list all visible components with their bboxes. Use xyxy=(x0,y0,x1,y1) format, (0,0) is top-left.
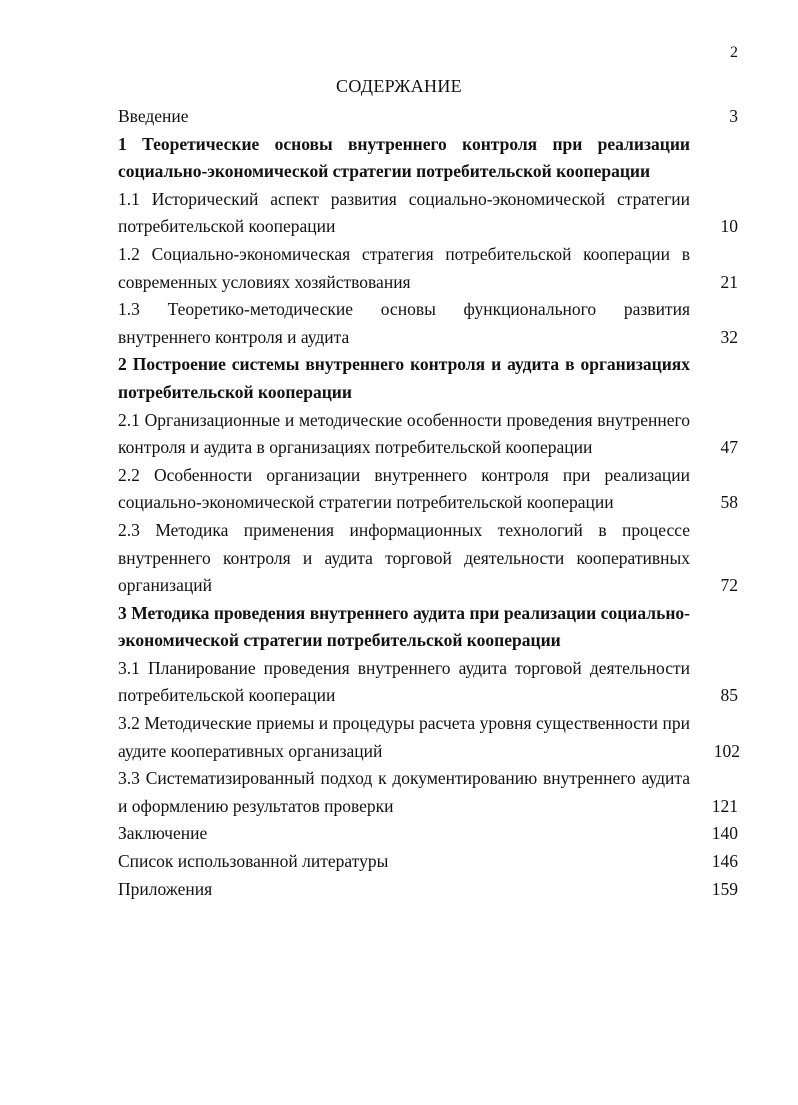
toc-entry-conclusion xyxy=(118,820,738,848)
toc-entry-text: 3.2 Методические приемы и процедуры расчета уровня существенности при аудите кооперативных организаций xyxy=(118,713,690,761)
toc-entry-1-2 xyxy=(118,241,738,296)
toc-entry-page: 159 xyxy=(711,878,738,899)
toc-entry-page: 85 xyxy=(720,685,738,706)
table-of-contents xyxy=(118,103,738,903)
page-number: 2 xyxy=(730,44,738,61)
toc-entry-references xyxy=(118,848,738,876)
toc-entry-text: 1.1 Исторический аспект развития социально-экономической стратегии потребительской кооперации xyxy=(118,188,690,237)
toc-entry-text: 1 Теоретические основы внутреннего контроля при реализации социально-экономической стратегии потребительской кооперации xyxy=(118,133,690,182)
toc-entry-text: 2.2 Особенности организации внутреннего контроля при реализации социально-экономической стратегии потребительской кооперации xyxy=(118,464,690,513)
toc-entry-page: 21 xyxy=(720,271,738,292)
toc-entry-text: Заключение xyxy=(118,823,208,844)
toc-entry-3-2 xyxy=(118,710,738,765)
toc-entry-text: 2.1 Организационные и методические особенности проведения внутреннего контроля и аудита в организациях потребительской кооперации xyxy=(118,409,690,458)
toc-entry-page: 32 xyxy=(720,326,738,347)
toc-entry-3-1 xyxy=(118,655,738,710)
page-title: СОДЕРЖАНИЕ xyxy=(336,76,462,96)
toc-entry-chapter-3 xyxy=(118,600,738,655)
toc-entry-2-2 xyxy=(118,462,738,517)
toc-entry-page: 102 xyxy=(713,740,740,761)
toc-entry-appendices xyxy=(118,876,738,904)
toc-entry-chapter-2 xyxy=(118,351,738,406)
toc-entry-2-1 xyxy=(118,407,738,462)
toc-entry-page: 10 xyxy=(720,216,738,237)
toc-entry-3-3 xyxy=(118,765,738,820)
toc-entry-page: 140 xyxy=(711,823,738,844)
toc-entry-1-3 xyxy=(118,296,738,351)
toc-entry-page: 121 xyxy=(711,795,738,816)
toc-entry-text: 2 Построение системы внутреннего контроля и аудита в организациях потребительской кооперации xyxy=(118,354,690,402)
toc-entry-text: Список использованной литературы xyxy=(118,851,389,872)
toc-entry-text: 1.2 Социально-экономическая стратегия потребительской кооперации в современных условиях хозяйствования xyxy=(118,243,690,292)
toc-entry-page: 58 xyxy=(720,492,738,513)
toc-entry-1-1 xyxy=(118,186,738,241)
toc-entry-text: 2.3 Методика применения информационных технологий в процессе внутреннего контроля и аудита торговой деятельности кооперативных организаций xyxy=(118,519,690,596)
toc-entry-text: 1.3 Теоретико-методические основы функционального развития внутреннего контроля и аудита xyxy=(118,299,690,347)
toc-entry-page: 3 xyxy=(729,106,738,126)
toc-entry-page: 146 xyxy=(711,851,738,872)
toc-entry-chapter-1 xyxy=(118,131,738,186)
toc-entry-2-3 xyxy=(118,517,738,600)
toc-entry-text: Введение xyxy=(118,106,189,126)
toc-entry-text: Приложения xyxy=(118,878,213,899)
toc-entry-introduction xyxy=(118,103,738,131)
toc-entry-text: 3.3 Систематизированный подход к документированию внутреннего аудита и оформлению результатов проверки xyxy=(118,768,690,816)
toc-entry-page: 72 xyxy=(720,575,738,596)
toc-entry-text: 3.1 Планирование проведения внутреннего аудита торговой деятельности потребительской кооперации xyxy=(118,657,690,706)
toc-entry-text: 3 Методика проведения внутреннего аудита при реализации социально-экономической стратегии потребительской кооперации xyxy=(118,602,690,651)
toc-entry-page: 47 xyxy=(720,437,738,458)
